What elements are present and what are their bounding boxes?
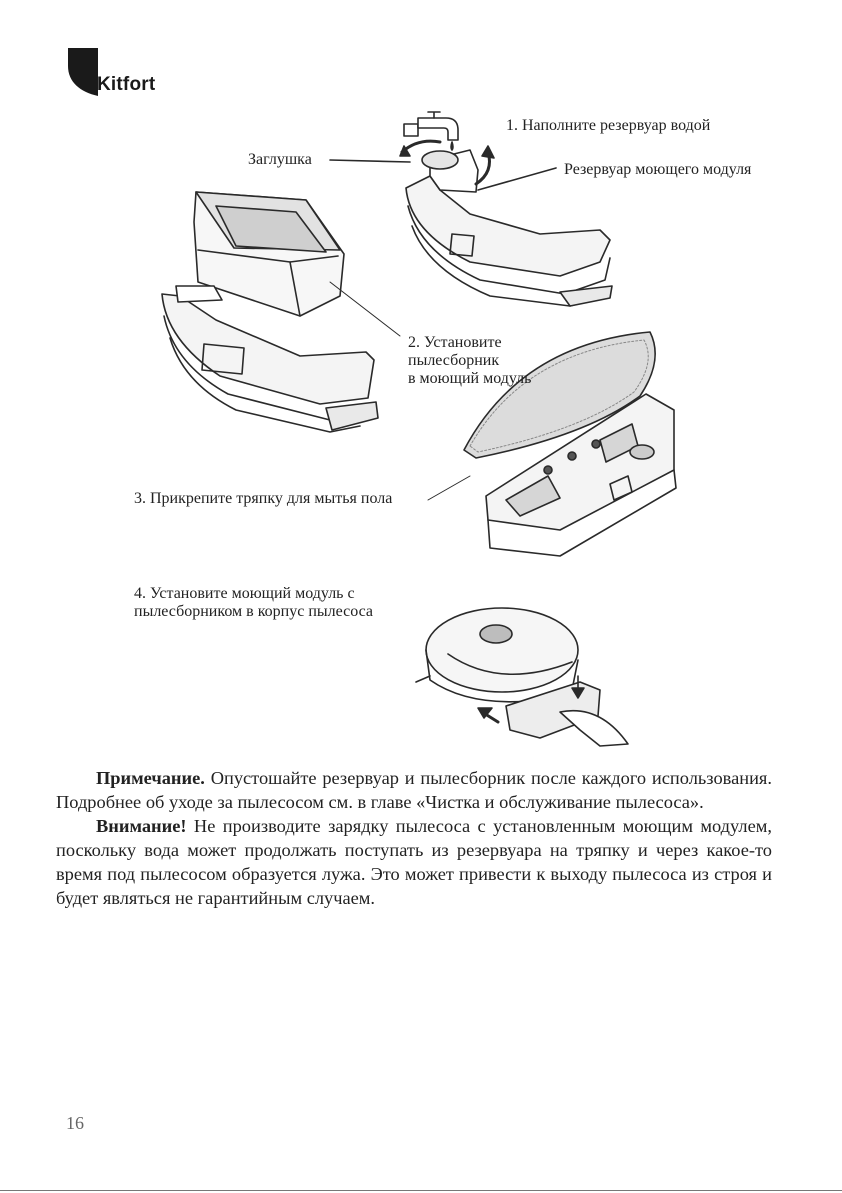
label-step-2-line-1: 2. Установите bbox=[408, 334, 502, 351]
body-text bbox=[56, 766, 772, 910]
label-step-2-line-3: в моющий модуль bbox=[408, 370, 532, 387]
page-number: 16 bbox=[66, 1113, 84, 1133]
label-step-3: 3. Прикрепите тряпку для мытья пола bbox=[134, 490, 393, 507]
warning-label: Внимание! bbox=[96, 816, 187, 836]
label-step-4-line-1: 4. Установите моющий модуль с bbox=[134, 585, 355, 602]
note-text: Опустошайте резервуар и пылесборник после каждого использования. Подробнее об уходе за пылесосом см. в главе «Чистка и обслуживание пылесоса». bbox=[56, 768, 772, 812]
label-step-2 bbox=[408, 334, 531, 388]
brand-name: Kitfort bbox=[97, 74, 156, 95]
label-step-4-line-2: пылесборником в корпус пылесоса bbox=[134, 603, 374, 620]
note-label: Примечание. bbox=[96, 768, 205, 788]
bottom-divider bbox=[0, 1190, 842, 1191]
label-plug: Заглушка bbox=[248, 151, 312, 168]
warning-paragraph bbox=[56, 814, 772, 910]
label-step-2-line-2: пылесборник bbox=[408, 352, 500, 369]
water-module-left-illustration bbox=[162, 286, 378, 432]
warning-text: Не производите зарядку пылесоса с установленным моющим модулем, поскольку вода может продолжать поступать из резервуара на тряпку и через какое-то время под пылесосом образуется лужа. Это может привести к выходу пылесоса из строя и будет являться не гарантийным случаем. bbox=[56, 816, 772, 908]
label-tank: Резервуар моющего модуля bbox=[564, 161, 752, 178]
note-paragraph bbox=[56, 766, 772, 814]
label-step-4 bbox=[134, 585, 373, 621]
robot-vacuum-illustration bbox=[416, 608, 578, 702]
label-step-1: 1. Наполните резервуар водой bbox=[506, 117, 711, 134]
